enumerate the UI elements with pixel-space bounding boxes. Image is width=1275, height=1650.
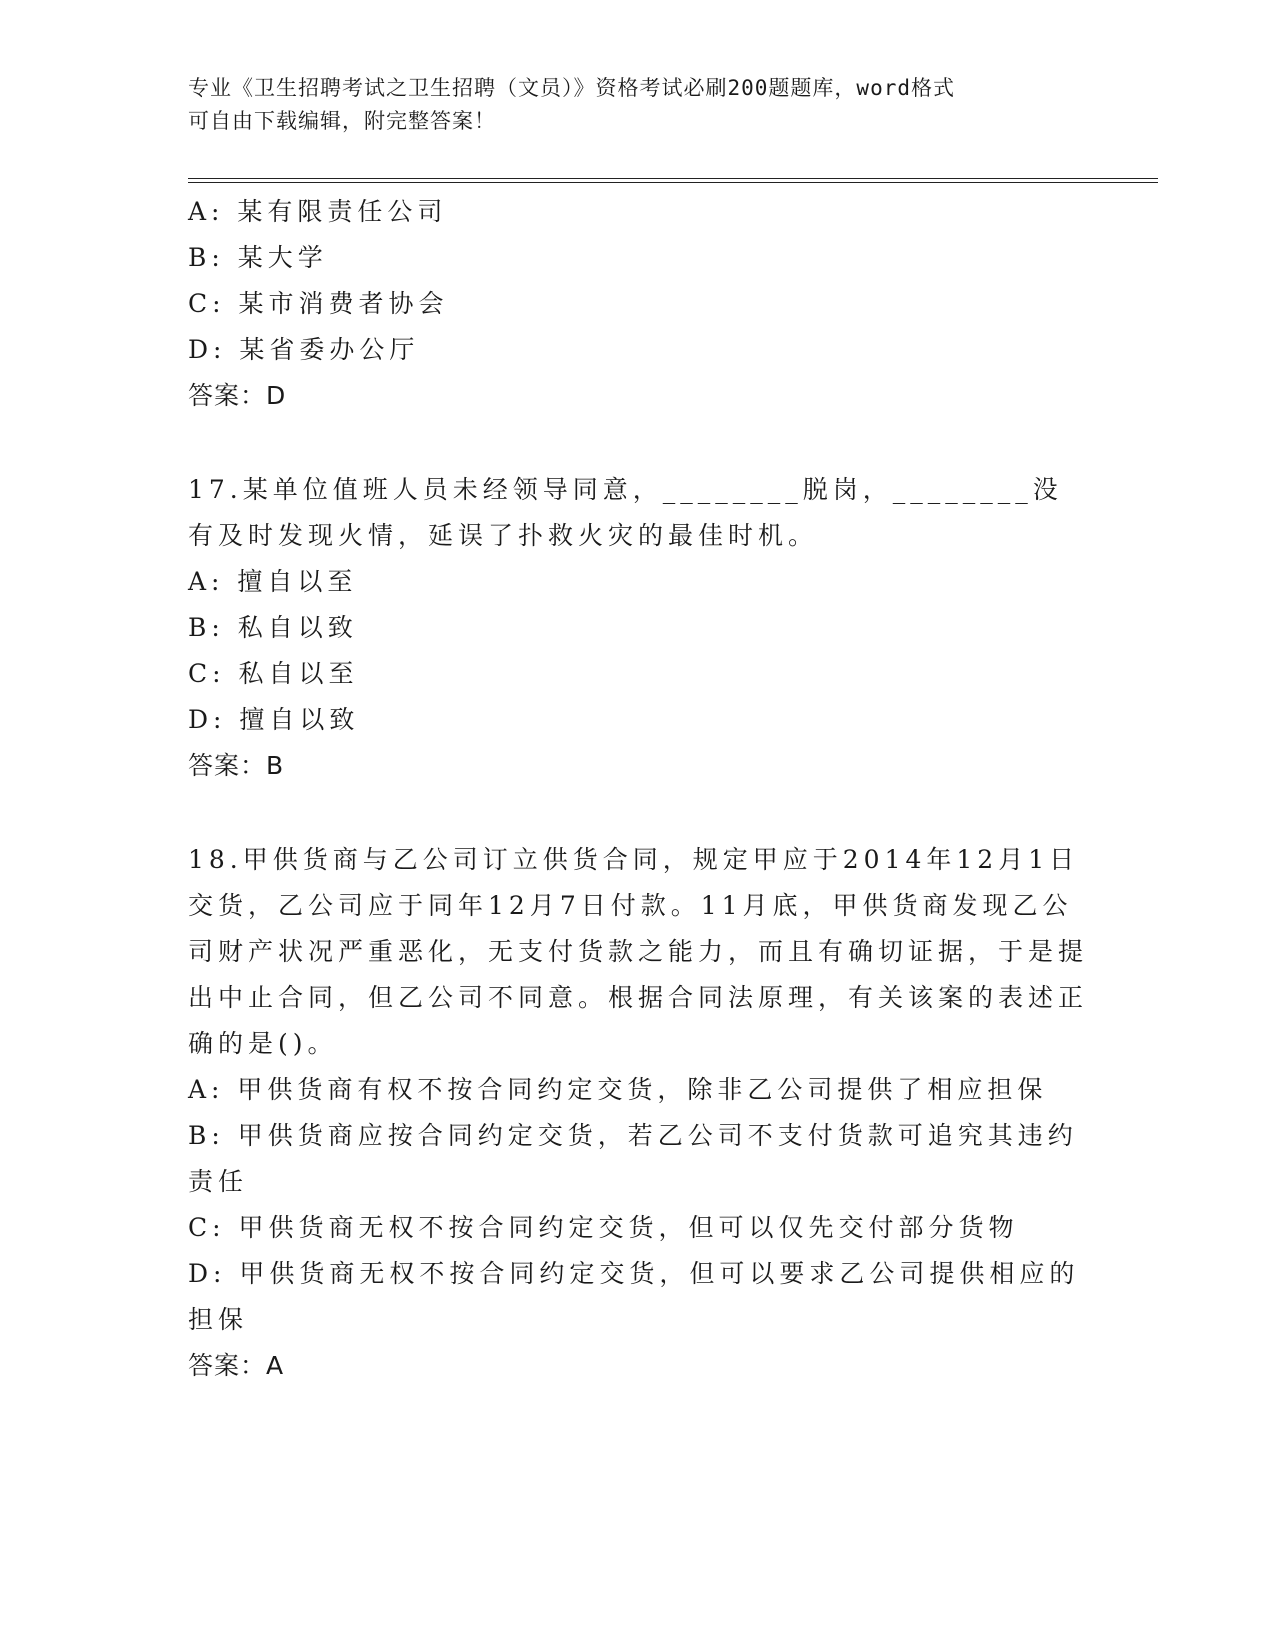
option-b: B: 甲供货商应按合同约定交货，若乙公司不支付货款可追究其违约责任 — [188, 1121, 1078, 1196]
header-line-1: 专业《卫生招聘考试之卫生招聘（文员）》资格考试必刷200题题库，word格式 — [188, 76, 955, 100]
option-c: C: 甲供货商无权不按合同约定交货，但可以仅先交付部分货物 — [188, 1213, 1019, 1242]
spacer — [188, 419, 1088, 467]
question-17-block — [188, 467, 1088, 789]
option-a: A: 擅自以至 — [188, 567, 358, 596]
answer-label: 答案：A — [188, 1351, 285, 1380]
option-a: A: 甲供货商有权不按合同约定交货，除非乙公司提供了相应担保 — [188, 1075, 1048, 1104]
option-c: C: 私自以至 — [188, 659, 359, 688]
question-16-block — [188, 189, 1088, 419]
question-18-block — [188, 837, 1088, 1389]
option-d: D: 甲供货商无权不按合同约定交货，但可以要求乙公司提供相应的担保 — [188, 1259, 1080, 1334]
option-d: D: 某省委办公厅 — [188, 335, 420, 364]
option-b: B: 私自以致 — [188, 613, 358, 642]
option-d: D: 擅自以致 — [188, 705, 360, 734]
document-body — [188, 189, 1088, 1389]
option-a: A: 某有限责任公司 — [188, 197, 448, 226]
answer-label: 答案：B — [188, 751, 285, 780]
header-double-rule — [188, 178, 1158, 183]
option-b: B: 某大学 — [188, 243, 328, 272]
page-header — [188, 72, 1068, 138]
question-stem: 18.甲供货商与乙公司订立供货合同，规定甲应于2014年12月1日交货，乙公司应于同年12月7日付款。11月底，甲供货商发现乙公司财产状况严重恶化，无支付货款之能力，而且有确切证据，于是提出中止合同，但乙公司不同意。根据合同法原理，有关该案的表述正确的是()。 — [188, 845, 1089, 1058]
spacer — [188, 789, 1088, 837]
answer-label: 答案：D — [188, 381, 287, 410]
option-c: C: 某市消费者协会 — [188, 289, 449, 318]
question-stem: 17.某单位值班人员未经领导同意，________脱岗，________没有及时发现火情，延误了扑救火灾的最佳时机。 — [188, 475, 1063, 550]
header-line-2: 可自由下载编辑，附完整答案！ — [188, 109, 496, 133]
